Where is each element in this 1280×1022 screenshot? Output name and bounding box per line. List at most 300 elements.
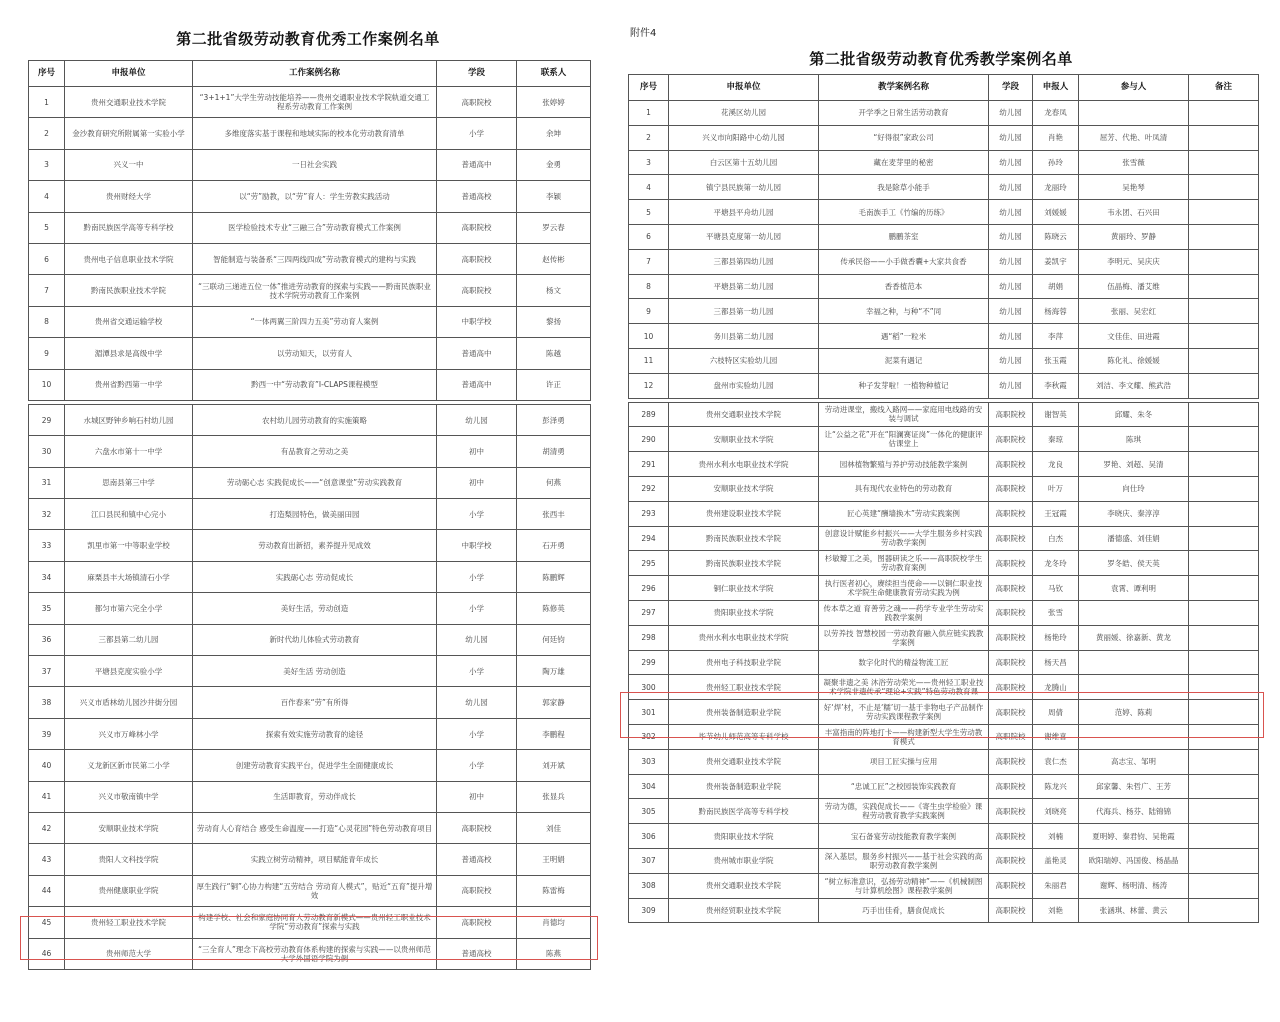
- left-table-cell: 水城区野钟乡响石村幼儿园: [65, 404, 193, 435]
- right-table-cell: [1189, 700, 1259, 725]
- left-table-cell: 张显兵: [517, 781, 591, 812]
- left-table-cell: 陶万雄: [517, 656, 591, 687]
- right-table-cell: 高职院校: [989, 898, 1033, 923]
- work-case-table: [28, 60, 591, 970]
- left-table-cell: 30: [29, 436, 65, 467]
- right-table-cell: 杨海蓉: [1033, 299, 1079, 324]
- right-table-cell: 种子发芽啦！一植物种植记: [819, 373, 989, 398]
- right-table-cell: 白杰: [1033, 526, 1079, 551]
- right-table-cell: 8: [629, 274, 669, 299]
- left-table-cell: 3: [29, 149, 65, 180]
- left-table-row: [29, 118, 591, 149]
- right-table-cell: 12: [629, 373, 669, 398]
- left-table-cell: 美好生活 劳动创造: [193, 656, 437, 687]
- right-table-row: [629, 274, 1259, 299]
- left-table-cell: 幼儿园: [437, 404, 517, 435]
- right-table-cell: 深入基层，服务乡村振兴——基于社会实践的高职劳动教育教学案例: [819, 848, 989, 873]
- right-table-cell: [1189, 101, 1259, 126]
- right-table-cell: [1189, 576, 1259, 601]
- right-table-cell: 黔南民族职业技术学院: [669, 551, 819, 576]
- left-table-row: [29, 938, 591, 969]
- right-table-cell: 陈化礼、徐媛媛: [1079, 348, 1189, 373]
- left-document-title: 第二批省级劳动教育优秀工作案例名单: [176, 30, 440, 48]
- left-table-cell: 普通高中: [437, 149, 517, 180]
- right-table-row: [629, 824, 1259, 849]
- right-table-cell: [1079, 675, 1189, 700]
- left-table-row: [29, 212, 591, 243]
- left-table-row: [29, 436, 591, 467]
- right-table-cell: 传本草之道 育善劳之魂——药学专业学生劳动实践教学案例: [819, 600, 989, 625]
- right-table-cell: 高职院校: [989, 452, 1033, 477]
- right-table-cell: [1189, 501, 1259, 526]
- right-table-row: [629, 749, 1259, 774]
- right-table-cell: 幼儿园: [989, 348, 1033, 373]
- right-table-cell: 泥菜有遇记: [819, 348, 989, 373]
- left-table-cell: 中职学校: [437, 306, 517, 337]
- right-table-cell: 杨艳玲: [1033, 625, 1079, 650]
- left-table-row: [29, 149, 591, 180]
- right-table-cell: 欧阳瑞婷、冯国俊、杨晶晶: [1079, 848, 1189, 873]
- right-table-cell: 匠心英建“酬墙换木”劳动实践案例: [819, 501, 989, 526]
- right-table-cell: 幼儿园: [989, 200, 1033, 225]
- left-column-header: 工作案例名称: [193, 61, 437, 87]
- right-table-cell: [1189, 175, 1259, 200]
- right-table-cell: 三都县第一幼儿园: [669, 299, 819, 324]
- right-table-cell: 范婷、陈莉: [1079, 700, 1189, 725]
- right-table-cell: 贵州水利水电职业技术学院: [669, 625, 819, 650]
- right-table-cell: 294: [629, 526, 669, 551]
- left-table-cell: 初中: [437, 467, 517, 498]
- right-table-cell: 高职院校: [989, 476, 1033, 501]
- right-table-cell: 贵州经贸职业技术学院: [669, 898, 819, 923]
- right-table-cell: 5: [629, 200, 669, 225]
- right-table-cell: 谢智英: [1033, 402, 1079, 427]
- left-table-cell: 33: [29, 530, 65, 561]
- right-column-header: 学段: [989, 75, 1033, 101]
- right-table-cell: 夏明婷、秦君钧、吴艳霞: [1079, 824, 1189, 849]
- right-table-row: [629, 373, 1259, 398]
- left-table-cell: 41: [29, 781, 65, 812]
- right-table-cell: 邱耀、朱冬: [1079, 402, 1189, 427]
- right-table-row: [629, 526, 1259, 551]
- right-table-cell: [1189, 452, 1259, 477]
- right-table-cell: 贵州轻工职业技术学院: [669, 675, 819, 700]
- left-table-cell: 杨文: [517, 275, 591, 306]
- right-table-cell: 贵阳职业技术学院: [669, 600, 819, 625]
- left-table-cell: 何廷钧: [517, 624, 591, 655]
- right-table-cell: 高职院校: [989, 650, 1033, 675]
- right-table-cell: 幼儿园: [989, 373, 1033, 398]
- right-table-cell: 刘艳: [1033, 898, 1079, 923]
- left-table-cell: 10: [29, 369, 65, 400]
- right-table-cell: 1: [629, 101, 669, 126]
- right-table-cell: 袁霄、谭利明: [1079, 576, 1189, 601]
- right-table-cell: [1189, 898, 1259, 923]
- right-table-cell: 306: [629, 824, 669, 849]
- right-column-header: 参与人: [1079, 75, 1189, 101]
- right-table-cell: 伍晶梅、潘艾维: [1079, 274, 1189, 299]
- right-table-cell: 297: [629, 600, 669, 625]
- left-table-cell: 42: [29, 812, 65, 843]
- left-table-cell: 石开勇: [517, 530, 591, 561]
- left-column-header: 学段: [437, 61, 517, 87]
- right-table-cell: [1189, 476, 1259, 501]
- right-table-cell: “忠诚工匠”之校园装饰实践教育: [819, 774, 989, 799]
- right-table-cell: 高职院校: [989, 848, 1033, 873]
- right-table-row: [629, 700, 1259, 725]
- left-table-cell: 以劳动知天，以劳育人: [193, 338, 437, 369]
- right-table-cell: 铜仁职业技术学院: [669, 576, 819, 601]
- left-table-cell: 生活即教育，劳动伴成长: [193, 781, 437, 812]
- left-table-cell: 贵州交通职业技术学院: [65, 87, 193, 118]
- left-table-cell: 智能制造与装备系“三四两线四成”劳动教育模式的建构与实践: [193, 243, 437, 274]
- right-table-cell: 花溪区幼儿园: [669, 101, 819, 126]
- teaching-case-table: [628, 74, 1259, 923]
- right-table-cell: 10: [629, 324, 669, 349]
- right-table-cell: [1189, 348, 1259, 373]
- right-table-cell: [1189, 724, 1259, 749]
- left-table-cell: 普通高校: [437, 844, 517, 875]
- right-table-cell: 幼儿园: [989, 101, 1033, 126]
- right-table-cell: 开学季之日常生活劳动教育: [819, 101, 989, 126]
- left-table-cell: 普通高中: [437, 369, 517, 400]
- right-table-cell: [1189, 324, 1259, 349]
- right-table-cell: 龙冬玲: [1033, 551, 1079, 576]
- right-table-cell: [1189, 675, 1259, 700]
- right-table-cell: 白云区第十五幼儿园: [669, 150, 819, 175]
- right-table-row: [629, 101, 1259, 126]
- right-table-cell: 2: [629, 125, 669, 150]
- right-table-cell: 传承民俗——小手做香囊+大家共食香: [819, 249, 989, 274]
- left-column-header: 序号: [29, 61, 65, 87]
- right-table-cell: [1189, 650, 1259, 675]
- left-table-cell: 肖德均: [517, 907, 591, 938]
- left-table-row: [29, 687, 591, 718]
- right-table-cell: 贵州装备制造职业学院: [669, 700, 819, 725]
- right-table-row: [629, 600, 1259, 625]
- right-table-cell: 贵州建设职业技术学院: [669, 501, 819, 526]
- left-table-cell: 赵传彬: [517, 243, 591, 274]
- left-table-row: [29, 812, 591, 843]
- right-table-row: [629, 452, 1259, 477]
- left-table-cell: 29: [29, 404, 65, 435]
- right-table-cell: 安顺职业技术学院: [669, 476, 819, 501]
- left-table-cell: 32: [29, 499, 65, 530]
- left-table-cell: 胡清勇: [517, 436, 591, 467]
- right-table-cell: 高职院校: [989, 824, 1033, 849]
- right-table-cell: [1079, 724, 1189, 749]
- right-table-cell: 贵州交通职业技术学院: [669, 402, 819, 427]
- left-table-row: [29, 530, 591, 561]
- right-table-cell: 高职院校: [989, 873, 1033, 898]
- right-table-row: [629, 348, 1259, 373]
- right-table-cell: 肖艳: [1033, 125, 1079, 150]
- right-table-cell: 299: [629, 650, 669, 675]
- right-table-cell: 290: [629, 427, 669, 452]
- right-table-cell: 龙良: [1033, 452, 1079, 477]
- left-table-cell: 义龙新区新市民第二小学: [65, 750, 193, 781]
- right-table-cell: 兴义市向阳路中心幼儿园: [669, 125, 819, 150]
- left-table-cell: 江口县民和镇中心完小: [65, 499, 193, 530]
- right-table-cell: 幼儿园: [989, 249, 1033, 274]
- left-table-cell: 46: [29, 938, 65, 969]
- left-table-cell: 何燕: [517, 467, 591, 498]
- left-table-row: [29, 275, 591, 306]
- right-table-cell: 张雪薇: [1079, 150, 1189, 175]
- right-table-cell: 杨天昌: [1033, 650, 1079, 675]
- left-table-cell: 郭家静: [517, 687, 591, 718]
- left-table-cell: 凯里市第一中等职业学校: [65, 530, 193, 561]
- right-table-cell: 安顺职业技术学院: [669, 427, 819, 452]
- left-table-row: [29, 781, 591, 812]
- right-table-cell: 296: [629, 576, 669, 601]
- left-table-cell: 农村幼儿园劳动教育的实施策略: [193, 404, 437, 435]
- right-table-cell: 6: [629, 224, 669, 249]
- left-table-cell: 李鹏程: [517, 718, 591, 749]
- right-table-cell: [1079, 101, 1189, 126]
- right-table-cell: 邱家馨、朱哲广、王芳: [1079, 774, 1189, 799]
- left-table-cell: 2: [29, 118, 65, 149]
- left-table-row: [29, 718, 591, 749]
- right-table-cell: 刘洁、李文耀、熊武浩: [1079, 373, 1189, 398]
- left-table-cell: 普通高校: [437, 181, 517, 212]
- right-table-cell: 香香植范本: [819, 274, 989, 299]
- right-column-header: 备注: [1189, 75, 1259, 101]
- right-table-row: [629, 224, 1259, 249]
- left-table-cell: 35: [29, 593, 65, 624]
- right-table-cell: “好得很”家政公司: [819, 125, 989, 150]
- right-table-cell: [1189, 150, 1259, 175]
- right-table-cell: 295: [629, 551, 669, 576]
- right-table-cell: 刘媛媛: [1033, 200, 1079, 225]
- right-table-cell: 丰富指南的阵地打卡——构建新型大学生劳动教育模式: [819, 724, 989, 749]
- left-table-cell: 幼儿园: [437, 624, 517, 655]
- left-table-cell: 余坤: [517, 118, 591, 149]
- right-table-cell: [1189, 799, 1259, 824]
- right-table-cell: 吴艳琴: [1079, 175, 1189, 200]
- left-table-cell: 黔西一中“劳动教育”I-CLAPS课程模型: [193, 369, 437, 400]
- left-table-cell: 贵阳人文科技学院: [65, 844, 193, 875]
- left-table-cell: 六盘水市第十一中学: [65, 436, 193, 467]
- left-table-cell: 罗云春: [517, 212, 591, 243]
- left-table-cell: 张婷婷: [517, 87, 591, 118]
- right-table-cell: 黔南民族职业技术学院: [669, 526, 819, 551]
- right-table-cell: 具有现代农业特色的劳动教育: [819, 476, 989, 501]
- left-table-cell: 贵州轻工职业技术学院: [65, 907, 193, 938]
- left-table-cell: 高职院校: [437, 243, 517, 274]
- left-table-cell: 8: [29, 306, 65, 337]
- right-table-cell: 贵州电子科技职业学院: [669, 650, 819, 675]
- right-table-cell: “树立标准意识，弘扬劳动精神”——《机械制图与计算机绘图》课程教学案例: [819, 873, 989, 898]
- left-table-cell: 兴义市万峰林小学: [65, 718, 193, 749]
- left-table-cell: 45: [29, 907, 65, 938]
- left-table-cell: 小学: [437, 750, 517, 781]
- left-table-cell: 陈燕: [517, 938, 591, 969]
- left-table-cell: 多维度落实基于课程和地域实际的校本化劳动教育清单: [193, 118, 437, 149]
- right-table-cell: 贵阳职业技术学院: [669, 824, 819, 849]
- left-table-cell: 以“劳”励教，以“劳”育人：学生劳教实践活动: [193, 181, 437, 212]
- right-table-cell: [1189, 551, 1259, 576]
- left-table-cell: 黔南民族医学高等专科学校: [65, 212, 193, 243]
- right-table-cell: 龙腾山: [1033, 675, 1079, 700]
- right-table-cell: 高职院校: [989, 427, 1033, 452]
- right-table-cell: 马钦: [1033, 576, 1079, 601]
- right-table-cell: 张涵琪、林蕾、黄云: [1079, 898, 1189, 923]
- right-table-cell: 刘楠: [1033, 824, 1079, 849]
- left-table-cell: 厚生践行“铜”心协力构建“五劳结合 劳动育人模式”，贴近“五育”提升增效: [193, 875, 437, 906]
- left-table-cell: 高职院校: [437, 87, 517, 118]
- left-table-cell: 9: [29, 338, 65, 369]
- left-table-cell: 贵州省黔西第一中学: [65, 369, 193, 400]
- left-table-cell: 陈雷梅: [517, 875, 591, 906]
- right-table-cell: 11: [629, 348, 669, 373]
- right-table-row: [629, 625, 1259, 650]
- left-table-cell: 小学: [437, 561, 517, 592]
- right-table-cell: 罗冬皓、侯天英: [1079, 551, 1189, 576]
- right-table-cell: 王冠霞: [1033, 501, 1079, 526]
- right-table-cell: [1189, 824, 1259, 849]
- right-table-cell: 杉敏瓣工之美，图器研读之乐——高职院校学生劳动教育案例: [819, 551, 989, 576]
- right-column-header: 序号: [629, 75, 669, 101]
- right-table-cell: 张丽、吴宏红: [1079, 299, 1189, 324]
- left-table-cell: 金沙教育研究所附属第一实验小学: [65, 118, 193, 149]
- right-table-cell: 贵州交通职业技术学院: [669, 873, 819, 898]
- left-table-cell: 普通高中: [437, 338, 517, 369]
- right-column-header: 教学案例名称: [819, 75, 989, 101]
- right-table-row: [629, 675, 1259, 700]
- left-table-row: [29, 750, 591, 781]
- right-table-cell: 高职院校: [989, 402, 1033, 427]
- right-table-cell: 以劳养技 智慧校园一劳动教育融入供应链实践教学案例: [819, 625, 989, 650]
- left-table-cell: 贵州省交通运输学校: [65, 306, 193, 337]
- right-table-row: [629, 501, 1259, 526]
- left-table-cell: 打造梨园特色，做美丽田园: [193, 499, 437, 530]
- right-table-cell: 劳动为德，实践促成长——《寄生虫学检验》课程劳动教育教学实践案例: [819, 799, 989, 824]
- right-table-cell: 黄丽媛、徐嘉新、黄龙: [1079, 625, 1189, 650]
- left-table-row: [29, 656, 591, 687]
- left-table-cell: 幼儿园: [437, 687, 517, 718]
- right-table-cell: 我是除草小能手: [819, 175, 989, 200]
- right-table-cell: 贵州城市职业学院: [669, 848, 819, 873]
- left-table-cell: 高职院校: [437, 812, 517, 843]
- left-table-cell: 创建劳动教育实践平台，促进学生全面健康成长: [193, 750, 437, 781]
- right-table-cell: 龙丽玲: [1033, 175, 1079, 200]
- right-table-cell: 屈芳、代艳、叶凤清: [1079, 125, 1189, 150]
- left-table-cell: 小学: [437, 656, 517, 687]
- right-table-cell: 园林植物繁殖与养护劳动技能教学案例: [819, 452, 989, 477]
- right-table-cell: 高职院校: [989, 724, 1033, 749]
- right-table-cell: 周倩: [1033, 700, 1079, 725]
- right-table-cell: 好‘焊’材，不止是‘糯’切一基于非物电子产品制作劳动实践课程教学案例: [819, 700, 989, 725]
- right-table-cell: 高志宝、邹明: [1079, 749, 1189, 774]
- right-table-cell: 304: [629, 774, 669, 799]
- right-table-cell: [1189, 600, 1259, 625]
- left-table-row: [29, 593, 591, 624]
- left-table-cell: 平塘县克度实验小学: [65, 656, 193, 687]
- right-table-cell: 胡娟: [1033, 274, 1079, 299]
- right-table-cell: 潘德盛、刘佳娟: [1079, 526, 1189, 551]
- left-table-cell: 新时代幼儿体验式劳动教育: [193, 624, 437, 655]
- right-table-cell: [1189, 427, 1259, 452]
- right-table-cell: 陈晓云: [1033, 224, 1079, 249]
- left-table-cell: 医学检验技术专业“三融三合”劳动教育模式工作案例: [193, 212, 437, 243]
- right-table-cell: 盖艳灵: [1033, 848, 1079, 873]
- right-table-cell: [1189, 274, 1259, 299]
- left-table-cell: 金勇: [517, 149, 591, 180]
- right-table-cell: 幼儿园: [989, 150, 1033, 175]
- right-table-cell: 文佳佳、田进霞: [1079, 324, 1189, 349]
- right-table-cell: 谢维喜: [1033, 724, 1079, 749]
- right-table-cell: 劳动进课堂，搬线入路网——家庭用电线路的安装与调试: [819, 402, 989, 427]
- right-table-cell: 李晓庆、秦淳淳: [1079, 501, 1189, 526]
- right-table-cell: 黄丽玲、罗静: [1079, 224, 1189, 249]
- left-table-cell: “三联动三递进五位一体”推进劳动教育的探索与实践——黔南民族职业技术学院劳动教育工作案例: [193, 275, 437, 306]
- left-table-cell: 38: [29, 687, 65, 718]
- left-table-cell: 小学: [437, 499, 517, 530]
- right-table-cell: 高职院校: [989, 675, 1033, 700]
- left-table-cell: 构建学校、社会和家庭协同育人劳动教育新模式——贵州轻工职业技术学院“劳动教育”探索与实践: [193, 907, 437, 938]
- left-table-cell: 兴义一中: [65, 149, 193, 180]
- left-table-cell: 39: [29, 718, 65, 749]
- right-table-cell: 298: [629, 625, 669, 650]
- right-table-row: [629, 125, 1259, 150]
- left-table-cell: 湄潭县求是高级中学: [65, 338, 193, 369]
- right-table-cell: 高职院校: [989, 749, 1033, 774]
- left-table-cell: 6: [29, 243, 65, 274]
- left-table-cell: 都匀市第六完全小学: [65, 593, 193, 624]
- right-table-cell: 凝聚非遗之美 沐浴劳动荣光——贵州轻工职业技术学院非遗传承“理论+实践”特色劳动教育课: [819, 675, 989, 700]
- left-table-cell: 有品教育之劳动之美: [193, 436, 437, 467]
- right-table-cell: 幼儿园: [989, 224, 1033, 249]
- right-table-cell: 幼儿园: [989, 125, 1033, 150]
- left-document-page: [18, 18, 598, 1018]
- right-table-row: [629, 175, 1259, 200]
- right-table-cell: 308: [629, 873, 669, 898]
- right-table-cell: 幼儿园: [989, 274, 1033, 299]
- right-table-cell: [1189, 125, 1259, 150]
- right-table-cell: 数字化时代的精益物流工匠: [819, 650, 989, 675]
- right-table-cell: 高职院校: [989, 526, 1033, 551]
- left-table-cell: 40: [29, 750, 65, 781]
- left-table-cell: “3+1+1”大学生劳动技能培养——贵州交通职业技术学院轨道交通工程系劳动教育工作案例: [193, 87, 437, 118]
- left-table-cell: 贵州电子信息职业技术学院: [65, 243, 193, 274]
- right-column-header: 申报人: [1033, 75, 1079, 101]
- right-table-cell: [1079, 600, 1189, 625]
- right-table-row: [629, 200, 1259, 225]
- right-table-cell: 302: [629, 724, 669, 749]
- right-table-cell: 秦琼: [1033, 427, 1079, 452]
- right-table-row: [629, 724, 1259, 749]
- left-table-cell: 贵州财经大学: [65, 181, 193, 212]
- right-table-cell: [1189, 249, 1259, 274]
- right-table-cell: 陈琪: [1079, 427, 1189, 452]
- right-table-cell: 高职院校: [989, 799, 1033, 824]
- right-table-cell: 毛南族手工《竹编的历练》: [819, 200, 989, 225]
- right-table-cell: 龙春凤: [1033, 101, 1079, 126]
- right-table-cell: 执行医者初心，赓续担当使命——以铜仁职业技术学院生命健康教育劳动实践为例: [819, 576, 989, 601]
- right-table-cell: 贵州交通职业技术学院: [669, 749, 819, 774]
- left-table-cell: 李颖: [517, 181, 591, 212]
- right-table-cell: 高职院校: [989, 700, 1033, 725]
- left-table-cell: 普通高校: [437, 938, 517, 969]
- left-table-cell: 劳动教育出新招，素养提升见成效: [193, 530, 437, 561]
- left-table-cell: 美好生活，劳动创造: [193, 593, 437, 624]
- left-table-cell: 安顺职业技术学院: [65, 812, 193, 843]
- right-table-cell: 李萍: [1033, 324, 1079, 349]
- right-table-cell: 袁仁杰: [1033, 749, 1079, 774]
- left-table-cell: 兴义市盾林幼儿园沙井街分园: [65, 687, 193, 718]
- left-table-cell: 4: [29, 181, 65, 212]
